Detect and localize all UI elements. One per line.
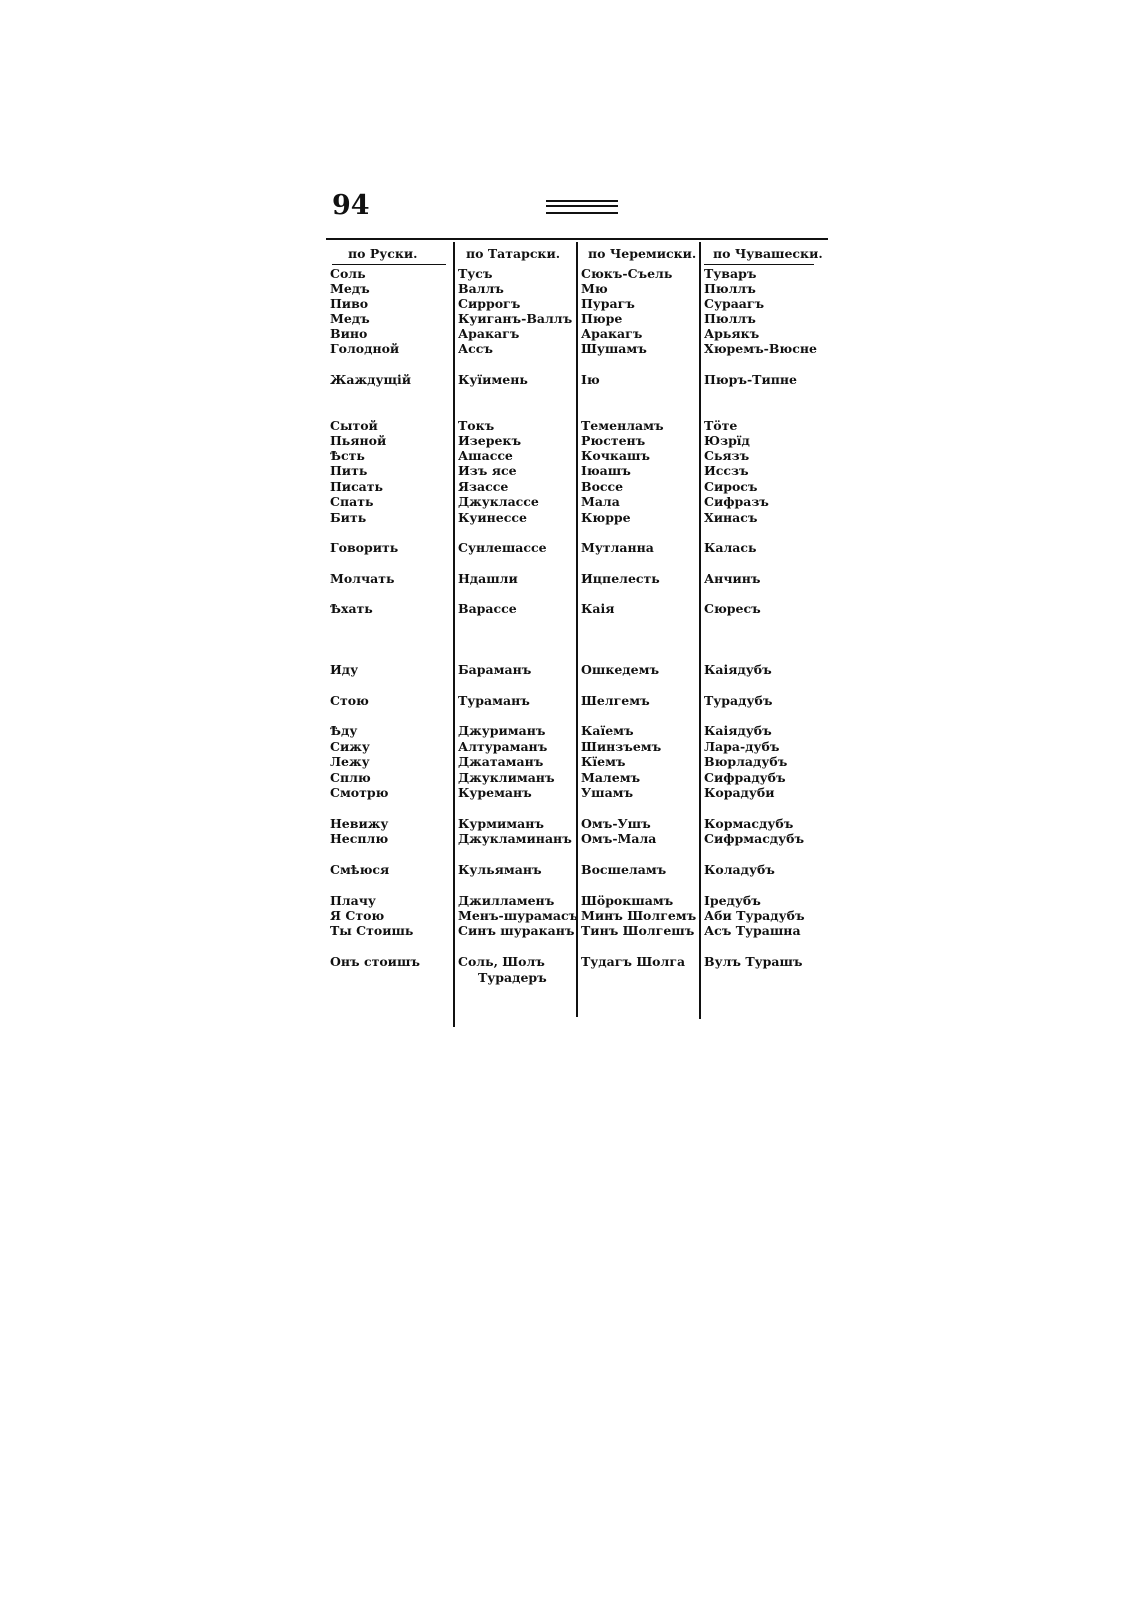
table-row: [326, 418, 828, 434]
cheremis-word: Ицпелесть: [581, 571, 660, 586]
chuvash-word: Пюллъ: [704, 311, 756, 326]
tatar-word: Сунлешассе: [458, 540, 547, 555]
russian-word: Сплю: [330, 770, 371, 785]
table-row: [326, 448, 828, 464]
russian-word: Иду: [330, 662, 359, 677]
tatar-word: Соль, Шолъ Турадеръ: [458, 954, 547, 985]
chuvash-word: Коладубъ: [704, 862, 775, 877]
tatar-word: Джуклиманъ: [458, 770, 555, 785]
tatar-word: Сиррогъ: [458, 296, 521, 311]
chuvash-word: Сюресъ: [704, 601, 761, 616]
tatar-word: Токъ: [458, 418, 495, 433]
tatar-word: Джатаманъ: [458, 754, 544, 769]
chuvash-word: Вюрладубъ: [704, 754, 788, 769]
table-row: [326, 739, 828, 755]
cheremis-word: Рюстенъ: [581, 433, 646, 448]
tatar-word: Джуриманъ: [458, 723, 546, 738]
cheremis-word: Кюрре: [581, 510, 631, 525]
russian-word: Писать: [330, 479, 384, 494]
table-row: [326, 862, 828, 878]
tatar-word: Курмиманъ: [458, 816, 544, 831]
table-row: [326, 372, 828, 388]
chuvash-word: Iредубъ: [704, 893, 761, 908]
table-row: [326, 266, 828, 282]
table-row: [326, 281, 828, 297]
column-header-chuvash: по Чувашески.: [713, 246, 823, 261]
tatar-word: Джукламинанъ: [458, 831, 572, 846]
table-row: [326, 571, 828, 587]
tatar-word: Джуклассе: [458, 494, 539, 509]
chuvash-word: Корадуби: [704, 785, 775, 800]
header-underline: [704, 264, 814, 265]
chuvash-word: Туваръ: [704, 266, 757, 281]
chuvash-word: Тöте: [704, 418, 738, 433]
russian-word: Бить: [330, 510, 367, 525]
table-row: [326, 540, 828, 556]
russian-word: Пить: [330, 463, 368, 478]
cheremis-word: Кочкашъ: [581, 448, 651, 463]
cheremis-word: Мала: [581, 494, 620, 509]
header-ornament: [546, 200, 618, 214]
tatar-word: Ашассе: [458, 448, 513, 463]
cheremis-word: Iю: [581, 372, 600, 387]
russian-word: Несплю: [330, 831, 389, 846]
russian-word: Вино: [330, 326, 368, 341]
cheremis-word: Шушамъ: [581, 341, 647, 356]
column-header-russian: по Руски.: [348, 246, 418, 261]
russian-word: Сижу: [330, 739, 370, 754]
cheremis-word: Каiя: [581, 601, 615, 616]
cheremis-word: Тинъ Шолгешъ: [581, 923, 695, 938]
cheremis-word: Ошкедемъ: [581, 662, 660, 677]
russian-word: Медъ: [330, 281, 370, 296]
chuvash-word: Каiядубъ: [704, 662, 772, 677]
russian-word: Ѣсть: [330, 448, 365, 463]
table-row: [326, 601, 828, 617]
cheremis-word: Малемъ: [581, 770, 641, 785]
cheremis-word: Аракагъ: [581, 326, 643, 341]
table-row: [326, 831, 828, 847]
table-row: [326, 494, 828, 510]
tatar-word: Варассе: [458, 601, 517, 616]
chuvash-word: Сифрмасдубъ: [704, 831, 805, 846]
chuvash-word: Пюръ-Типне: [704, 372, 797, 387]
header-underline: [332, 264, 446, 265]
chuvash-word: Сифрадубъ: [704, 770, 786, 785]
cheremis-word: Шелгемъ: [581, 693, 650, 708]
tatar-word: Джилламенъ: [458, 893, 555, 908]
chuvash-word: Хюремъ-Вюсне: [704, 341, 817, 356]
chuvash-word: Аби Турадубъ: [704, 908, 805, 923]
chuvash-word: Иссзъ: [704, 463, 749, 478]
table-row: [326, 479, 828, 495]
cheremis-word: Каïемъ: [581, 723, 634, 738]
chuvash-word: Анчинъ: [704, 571, 761, 586]
chuvash-word: Сураагъ: [704, 296, 765, 311]
cheremis-word: Омъ-Мала: [581, 831, 657, 846]
table-row: [326, 341, 828, 357]
tatar-word: Куреманъ: [458, 785, 532, 800]
russian-word: Плачу: [330, 893, 376, 908]
table-row: [326, 923, 828, 939]
tatar-word: Тураманъ: [458, 693, 530, 708]
russian-word: Невижу: [330, 816, 389, 831]
tatar-word: Аракагъ: [458, 326, 520, 341]
chuvash-word: Сифразъ: [704, 494, 769, 509]
cheremis-word: Минъ Шолгемъ: [581, 908, 697, 923]
tatar-word: Ассъ: [458, 341, 493, 356]
cheremis-word: Восшеламъ: [581, 862, 667, 877]
table-row: [326, 754, 828, 770]
russian-word: Голодной: [330, 341, 400, 356]
russian-word: Ѣхать: [330, 601, 373, 616]
table-row: [326, 893, 828, 909]
chuvash-word: Арьякъ: [704, 326, 760, 341]
column-header-tatar: по Татарски.: [466, 246, 561, 261]
cheremis-word: Пурагъ: [581, 296, 635, 311]
russian-word: Говорить: [330, 540, 399, 555]
tatar-word: Куïимень: [458, 372, 528, 387]
table-row: [326, 693, 828, 709]
russian-word: Молчать: [330, 571, 395, 586]
russian-word: Лежу: [330, 754, 370, 769]
table-row: [326, 954, 828, 985]
chuvash-word: Калась: [704, 540, 757, 555]
tatar-word: Изерекъ: [458, 433, 522, 448]
chuvash-word: Пюллъ: [704, 281, 756, 296]
cheremis-word: Шöрокшамъ: [581, 893, 674, 908]
tatar-word: Валлъ: [458, 281, 504, 296]
table-row: [326, 662, 828, 678]
page-number: 94: [332, 190, 370, 221]
tatar-word: Куинессе: [458, 510, 527, 525]
russian-word: Соль: [330, 266, 366, 281]
russian-word: Спать: [330, 494, 374, 509]
cheremis-word: Ушамъ: [581, 785, 634, 800]
tatar-word-continuation: Турадеръ: [478, 970, 547, 985]
russian-word: Онъ стоишъ: [330, 954, 420, 969]
table-row: [326, 433, 828, 449]
tatar-word: Куиганъ-Валлъ: [458, 311, 573, 326]
table-row: [326, 816, 828, 832]
table-row: [326, 770, 828, 786]
cheremis-word: Сюкъ-Съель: [581, 266, 673, 281]
cheremis-word: Мутланна: [581, 540, 654, 555]
table-row: [326, 785, 828, 801]
tatar-word: Ндашли: [458, 571, 518, 586]
chuvash-word: Асъ Турашна: [704, 923, 801, 938]
tatar-word: Язассе: [458, 479, 509, 494]
table-row: [326, 510, 828, 526]
cheremis-word: Теменламъ: [581, 418, 664, 433]
chuvash-word: Турадубъ: [704, 693, 773, 708]
cheremis-word: Пюре: [581, 311, 623, 326]
chuvash-word: Юзрïд: [704, 433, 750, 448]
table-row: [326, 463, 828, 479]
cheremis-word: Iюашъ: [581, 463, 631, 478]
table-row: [326, 311, 828, 327]
tatar-word: Тусъ: [458, 266, 493, 281]
tatar-word: Бараманъ: [458, 662, 532, 677]
tatar-word: Алтураманъ: [458, 739, 548, 754]
russian-word: Ѣду: [330, 723, 358, 738]
chuvash-word: Сиросъ: [704, 479, 758, 494]
russian-word: Ты Стоишь: [330, 923, 414, 938]
chuvash-word: Лара-дубъ: [704, 739, 780, 754]
russian-word: Пиво: [330, 296, 369, 311]
cheremis-word: Омъ-Ушъ: [581, 816, 651, 831]
russian-word: Смотрю: [330, 785, 389, 800]
table-row: [326, 723, 828, 739]
tatar-word: Изъ ясе: [458, 463, 517, 478]
russian-word: Медъ: [330, 311, 370, 326]
russian-word: Я Стою: [330, 908, 385, 923]
chuvash-word: Кормасдубъ: [704, 816, 794, 831]
chuvash-word: Каiядубъ: [704, 723, 772, 738]
chuvash-word: Сьязъ: [704, 448, 750, 463]
table-row: [326, 326, 828, 342]
table-row: [326, 296, 828, 312]
tatar-word: Синъ шураканъ: [458, 923, 575, 938]
cheremis-word: Тудагъ Шолга: [581, 954, 686, 969]
cheremis-word: Воссе: [581, 479, 624, 494]
russian-word: Стою: [330, 693, 369, 708]
chuvash-word: Хинасъ: [704, 510, 758, 525]
cheremis-word: Кïемъ: [581, 754, 626, 769]
table-top-rule: [326, 238, 828, 240]
russian-word: Сытой: [330, 418, 378, 433]
tatar-word: Менъ-шурамасъ: [458, 908, 579, 923]
cheremis-word: Шинзъемъ: [581, 739, 662, 754]
table-row: [326, 908, 828, 924]
tatar-word: Кульяманъ: [458, 862, 542, 877]
chuvash-word: Вулъ Турашъ: [704, 954, 803, 969]
russian-word: Жаждущiй: [330, 372, 411, 387]
russian-word: Смѣюся: [330, 862, 390, 877]
cheremis-word: Мю: [581, 281, 608, 296]
column-header-cheremis: по Черемиски.: [588, 246, 697, 261]
russian-word: Пьяной: [330, 433, 387, 448]
